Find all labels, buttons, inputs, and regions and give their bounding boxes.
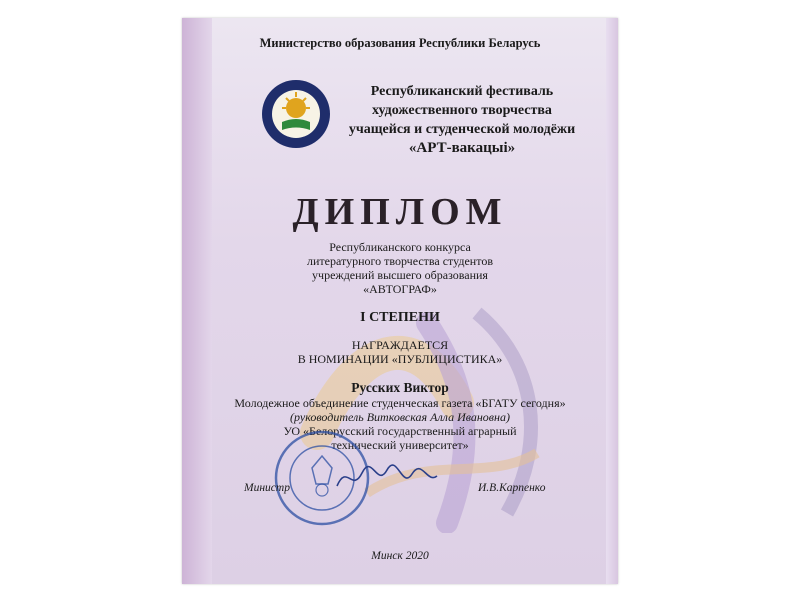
festival-line-3: учащейся и студенческой молодёжи (348, 122, 576, 137)
festival-name: «АРТ-вакацыі» (408, 140, 516, 156)
festival-block (332, 82, 592, 158)
decorative-band-left (182, 18, 212, 584)
signatory-role: Министр (244, 482, 290, 494)
festival-line-1: Республиканский фестиваль (370, 84, 554, 99)
ministry-header: Министерство образования Республики Беларусь (259, 36, 541, 50)
organization-line-1: Молодежное объединение студенческая газета «БГАТУ сегодня» (234, 396, 566, 410)
contest-line-4: «АВТОГРАФ» (363, 282, 437, 296)
signatory-name: И.В.Карпенко (478, 482, 546, 494)
organization-lead: (руководитель Витковская Алла Ивановна) (290, 410, 510, 424)
award-degree: I СТЕПЕНИ (360, 310, 440, 325)
place-and-year: Минск 2020 (371, 550, 429, 562)
recipient-name: Русских Виктор (351, 380, 449, 395)
organization-block (182, 396, 618, 452)
organization-line-3: УО «Белорусский государственный аграрный (283, 424, 517, 438)
festival-logo-icon (260, 78, 332, 150)
organization-line-4: технический университет» (331, 438, 469, 452)
contest-block (182, 240, 618, 296)
document-title: ДИПЛОМ (292, 191, 508, 233)
award-block (182, 338, 618, 366)
signature-icon (332, 458, 442, 498)
contest-line-1: Республиканского конкурса (329, 240, 471, 254)
diploma-document (182, 18, 618, 584)
award-line-2: В НОМИНАЦИИ «ПУБЛИЦИСТИКА» (297, 352, 503, 366)
contest-line-3: учреждений высшего образования (312, 268, 488, 282)
award-line-1: НАГРАЖДАЕТСЯ (351, 338, 449, 352)
contest-line-2: литературного творчества студентов (307, 254, 493, 268)
festival-line-2: художественного творчества (372, 103, 552, 118)
decorative-band-right (606, 18, 618, 584)
